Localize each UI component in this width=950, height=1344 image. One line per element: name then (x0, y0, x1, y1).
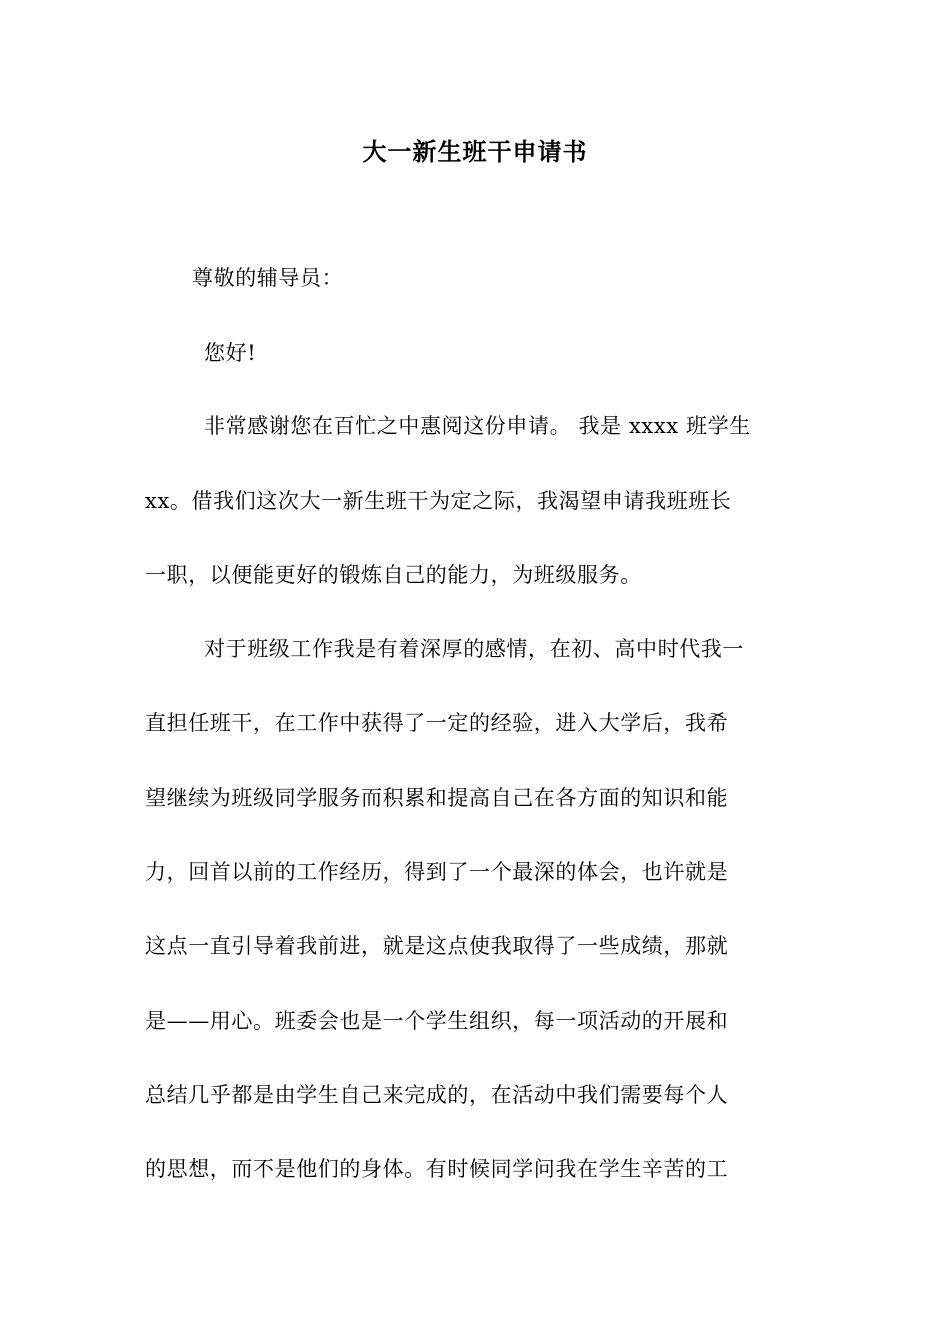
body-line-11: 的思想，而不是他们的身体。有时候同学问我在学生辛苦的工 (145, 1157, 729, 1181)
body-line-7: 力，回首以前的工作经历，得到了一个最深的体会，也许就是 (145, 860, 729, 884)
body-line-9: 是——用心。班委会也是一个学生组织，每一项活动的开展和 (145, 1009, 729, 1033)
body-line-5: 直担任班干，在工作中获得了一定的经验，进入大学后，我希 (145, 711, 729, 735)
body-line-1: 非常感谢您在百忙之中惠阅这份申请。 我是 xxxx 班学生 (204, 414, 751, 438)
body-line-8: 这点一直引导着我前进，就是这点使我取得了一些成绩，那就 (145, 934, 729, 958)
body-line-10: 总结几乎都是由学生自己来完成的，在活动中我们需要每个人 (145, 1083, 729, 1107)
body-line-2: xx。借我们这次大一新生班干为定之际，我渴望申请我班班长 (145, 489, 732, 513)
greeting-line: 您好! (204, 341, 257, 365)
body-line-3: 一职，以便能更好的锻炼自己的能力，为班级服务。 (145, 563, 642, 587)
body-line-6: 望继续为班级同学服务而积累和提高自己在各方面的知识和能 (145, 786, 729, 810)
salutation-line: 尊敬的辅导员： (192, 266, 344, 290)
document-title: 大一新生班干申请书 (362, 138, 588, 166)
body-line-4: 对于班级工作我是有着深厚的感情，在初、高中时代我一 (204, 637, 744, 661)
